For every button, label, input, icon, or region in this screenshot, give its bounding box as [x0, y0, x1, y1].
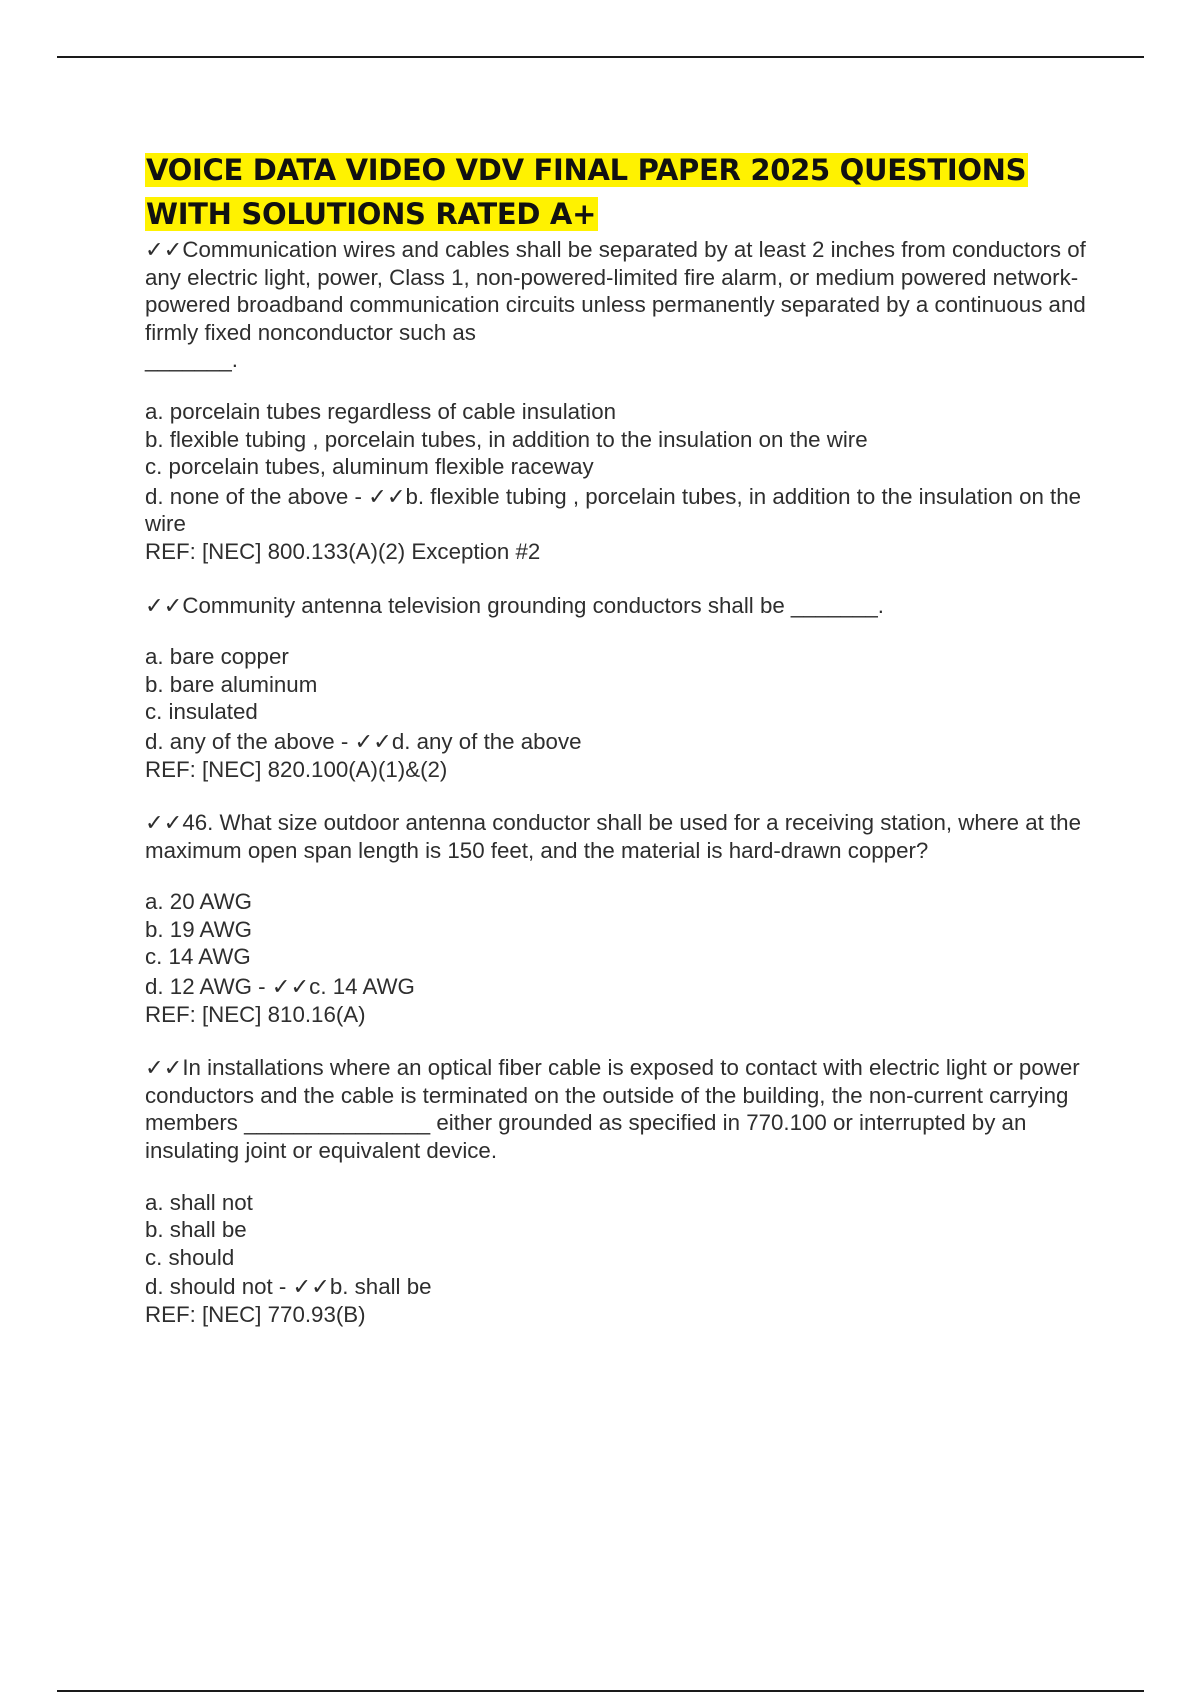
question-1: [145, 236, 1095, 566]
question-text: ✓✓Communication wires and cables shall be separated by at least 2 inches from conductors of any electric light, power, Class 1, non-powered-limited fire alarm, or medium powered network-powered broadband communication circuits unless permanently separated by a continuous and firmly fixed nonconductor such as: [145, 237, 1086, 345]
reference: REF: [NEC] 800.133(A)(2) Exception #2: [145, 538, 541, 564]
question-text: ✓✓In installations where an optical fiber cable is exposed to contact with electric light or power conductors and the cable is terminated on the outside of the building, the non-current carrying members _______________ either grounded as specified in 770.100 or interrupted by an insulating joint or equivalent device.: [145, 1055, 1080, 1164]
question-text: ✓✓46. What size outdoor antenna conductor shall be used for a receiving station, where at the maximum open span length is 150 feet, and the material is hard-drawn copper?: [145, 810, 1081, 863]
option-d-with-answer: d. 12 AWG - ✓✓c. 14 AWG: [145, 974, 415, 1000]
top-rule: [57, 56, 1144, 58]
option-b: b. flexible tubing , porcelain tubes, in addition to the insulation on the wire: [145, 426, 868, 452]
reference: REF: [NEC] 770.93(B): [145, 1302, 366, 1327]
question-3: [145, 809, 1095, 1028]
option-d-with-answer: d. none of the above - ✓✓b. flexible tubing , porcelain tubes, in addition to the insulation on the wire: [145, 483, 1082, 537]
option-c: c. porcelain tubes, aluminum flexible raceway: [145, 454, 594, 480]
title-line-2: WITH SOLUTIONS RATED A+: [146, 197, 597, 231]
options-list: [145, 643, 1095, 783]
reference: REF: [NEC] 810.16(A): [145, 1001, 366, 1027]
option-c: c. should: [145, 1244, 235, 1270]
option-c: c. 14 AWG: [145, 944, 251, 970]
question-spacer: [145, 1028, 1095, 1054]
questions-body: [145, 236, 1095, 1329]
question-4: [145, 1054, 1095, 1328]
option-a: a. bare copper: [145, 644, 289, 670]
title-line-1: VOICE DATA VIDEO VDV FINAL PAPER 2025 QUESTIONS: [146, 153, 1027, 187]
options-list: [145, 1189, 1095, 1329]
option-a: a. porcelain tubes regardless of cable insulation: [145, 398, 616, 424]
question-blank: _______.: [145, 347, 238, 373]
bottom-rule: [57, 1690, 1144, 1692]
question-text: ✓✓Community antenna television grounding conductors shall be _______.: [145, 592, 884, 618]
question-2: [145, 592, 1095, 784]
question-spacer: [145, 783, 1095, 809]
options-list: [145, 888, 1095, 1028]
option-b: b. bare aluminum: [145, 671, 318, 697]
reference: REF: [NEC] 820.100(A)(1)&(2): [145, 756, 448, 782]
option-a: a. 20 AWG: [145, 889, 252, 915]
option-d-with-answer: d. any of the above - ✓✓d. any of the above: [145, 728, 582, 754]
option-d-with-answer: d. should not - ✓✓b. shall be: [145, 1274, 432, 1300]
option-c: c. insulated: [145, 699, 258, 725]
option-b: b. shall be: [145, 1217, 247, 1243]
question-spacer: [145, 566, 1095, 592]
option-a: a. shall not: [145, 1189, 253, 1215]
options-list: [145, 398, 1095, 566]
option-b: b. 19 AWG: [145, 916, 252, 942]
document-title: [145, 148, 1105, 236]
